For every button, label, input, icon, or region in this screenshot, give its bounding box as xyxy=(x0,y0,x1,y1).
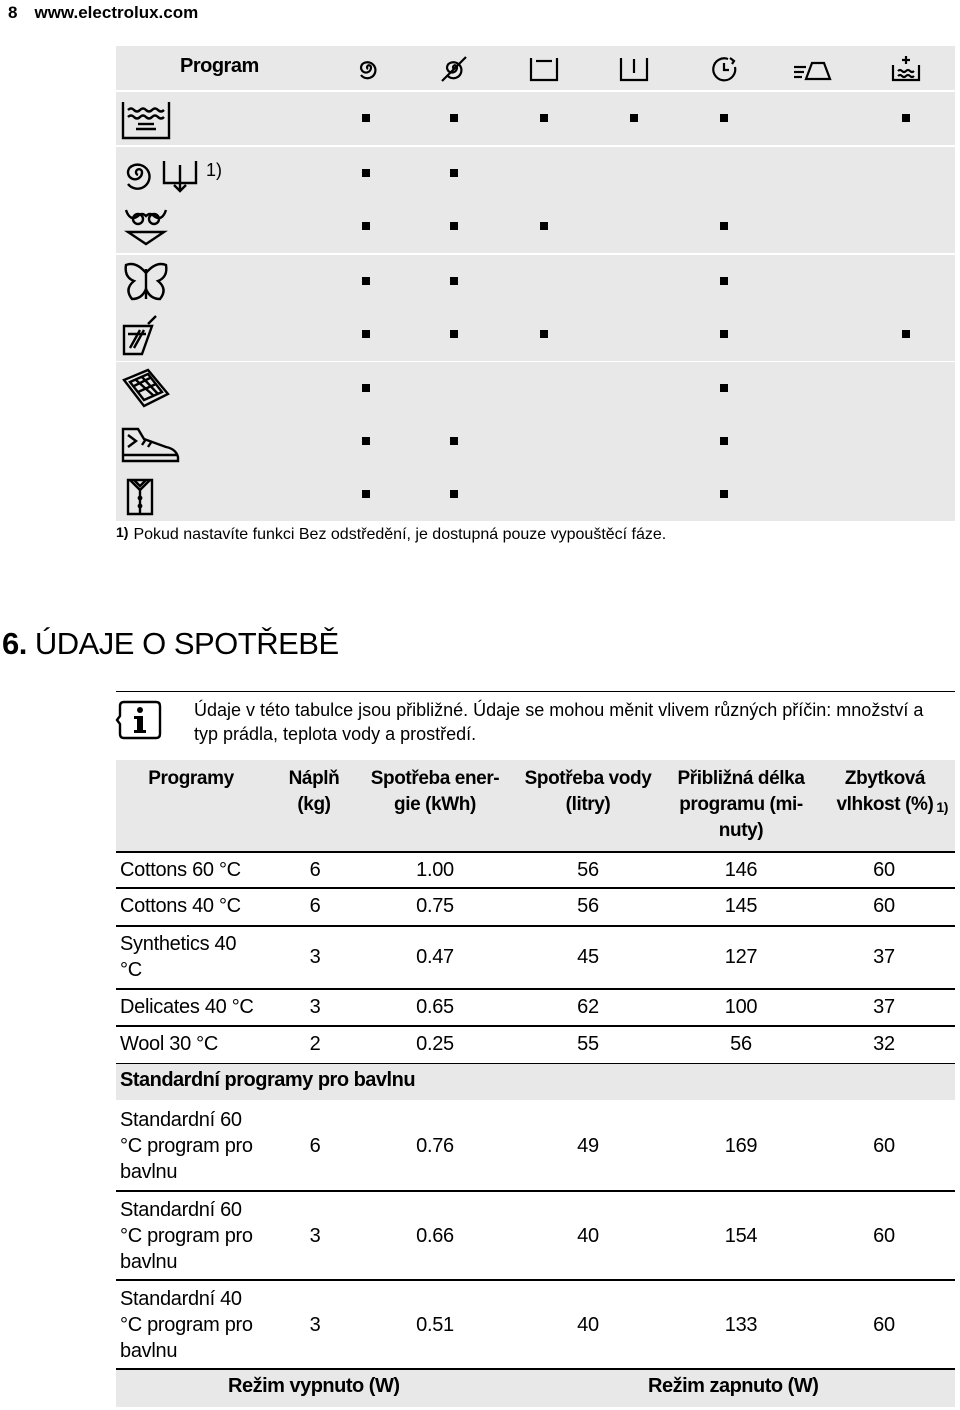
row-divider xyxy=(116,1025,955,1027)
value-cell: 0.25 xyxy=(416,1033,454,1055)
time-delay-icon xyxy=(708,55,740,83)
row-divider xyxy=(116,1190,955,1192)
site-url[interactable]: www.electrolux.com xyxy=(34,3,199,22)
info-text: Údaje v této tabulce jsou přibližné. Údaje se mohou měnit vlivem různých příčin: množství a typ prádla, teplota vody a prostředí. xyxy=(194,700,924,744)
option-available-mark xyxy=(720,330,728,338)
option-available-mark xyxy=(540,222,548,230)
program-name-cell: Standardní 40 °C program pro bavlnu xyxy=(120,1287,253,1362)
option-available-mark xyxy=(362,114,370,122)
value-cell: 0.76 xyxy=(416,1134,454,1157)
value-cell: 3 xyxy=(309,995,321,1018)
row-divider xyxy=(116,887,955,889)
value-cell: 3 xyxy=(309,1313,321,1336)
value-cell: 62 xyxy=(577,995,599,1018)
value-cell: 60 xyxy=(873,859,895,881)
program-header-label: Program xyxy=(180,55,259,77)
mode-off-label: Režim vypnuto (W) xyxy=(228,1375,400,1397)
subheading-label: Standardní programy pro bavlnu xyxy=(120,1069,416,1091)
col-header-programs: Programy xyxy=(148,768,234,789)
option-available-mark xyxy=(720,490,728,498)
option-available-mark xyxy=(450,222,458,230)
footnote-mark: 1) xyxy=(116,524,129,540)
option-available-mark xyxy=(450,277,458,285)
col-header-energy: Spotřeba ener- gie (kWh) xyxy=(370,768,500,815)
col-header-moisture-label: Zbytková vlhkost (%) xyxy=(836,768,934,815)
options-table-header xyxy=(116,46,955,90)
page-header xyxy=(8,0,198,26)
value-cell: 32 xyxy=(873,1033,895,1055)
value-cell: 6 xyxy=(309,859,321,881)
value-cell: 146 xyxy=(724,859,758,881)
spin-icon xyxy=(352,55,384,83)
value-cell: 6 xyxy=(309,1134,321,1157)
program-row xyxy=(116,468,955,521)
easy-iron-icon xyxy=(792,55,836,83)
delicates-butterfly-icon xyxy=(120,261,172,303)
shirt-icon xyxy=(120,474,172,516)
value-cell: 40 xyxy=(577,1313,599,1336)
section-title: ÚDAJE O SPOTŘEBĚ xyxy=(34,626,339,661)
blanket-icon xyxy=(120,368,172,410)
option-available-mark xyxy=(362,384,370,392)
standard-programs-subheading xyxy=(116,1064,955,1100)
option-available-mark xyxy=(362,169,370,177)
value-cell: 60 xyxy=(873,1224,895,1247)
value-cell: 56 xyxy=(577,859,599,881)
table-divider xyxy=(116,851,955,853)
col-header-moisture-footnote: 1) xyxy=(936,799,948,815)
option-available-mark xyxy=(362,277,370,285)
option-available-mark xyxy=(362,222,370,230)
cottons-tub-icon xyxy=(120,98,172,140)
program-name-cell: Wool 30 °C xyxy=(120,1033,219,1055)
value-cell: 60 xyxy=(873,895,895,917)
program-name-cell: Cottons 40 °C xyxy=(120,895,241,917)
value-cell: 169 xyxy=(724,1134,758,1157)
row-divider xyxy=(116,925,955,927)
value-cell: 100 xyxy=(724,995,758,1018)
option-available-mark xyxy=(720,437,728,445)
lingerie-icon xyxy=(120,206,172,248)
section-number: 6. xyxy=(2,626,27,661)
value-cell: 0.66 xyxy=(416,1224,454,1247)
program-row xyxy=(116,255,955,308)
value-cell: 127 xyxy=(724,945,758,968)
value-cell: 60 xyxy=(873,1313,895,1336)
extra-rinse-icon xyxy=(890,55,922,83)
value-cell: 37 xyxy=(873,945,895,968)
row-divider xyxy=(116,1279,955,1281)
option-available-mark xyxy=(720,384,728,392)
option-available-mark xyxy=(362,437,370,445)
option-available-mark xyxy=(540,330,548,338)
value-cell: 154 xyxy=(724,1224,758,1247)
drain-icon xyxy=(618,55,650,83)
footnote xyxy=(116,524,666,544)
program-name-cell: Standardní 60 °C program pro bavlnu xyxy=(120,1198,253,1273)
option-available-mark xyxy=(630,114,638,122)
program-row xyxy=(116,200,955,253)
value-cell: 56 xyxy=(730,1033,752,1055)
program-row xyxy=(116,147,955,200)
col-header-load: Náplň (kg) xyxy=(288,768,340,815)
mode-on-label: Režim zapnuto (W) xyxy=(648,1375,819,1397)
value-cell: 3 xyxy=(309,1224,321,1247)
value-cell: 0.47 xyxy=(416,945,454,968)
info-divider xyxy=(116,691,955,692)
program-name-cell: Delicates 40 °C xyxy=(120,995,254,1018)
rinse-hold-icon xyxy=(528,55,560,83)
program-name-cell: Synthetics 40 °C xyxy=(120,932,237,981)
value-cell: 56 xyxy=(577,895,599,917)
col-header-duration: Přibližná délka programu (mi- nuty) xyxy=(677,768,805,841)
option-available-mark xyxy=(902,114,910,122)
consumption-table-header xyxy=(116,760,955,852)
option-available-mark xyxy=(902,330,910,338)
section-heading xyxy=(2,626,339,662)
option-available-mark xyxy=(540,114,548,122)
value-cell: 3 xyxy=(309,945,321,968)
col-header-moisture xyxy=(820,766,950,818)
footnote-text: Pokud nastavíte funkci Bez odstředění, je dostupná pouze vypouštěcí fáze. xyxy=(133,526,667,543)
program-name-cell: Standardní 60 °C program pro bavlnu xyxy=(120,1108,253,1183)
program-name-cell: Cottons 60 °C xyxy=(120,859,241,881)
no-spin-icon xyxy=(438,55,470,83)
value-cell: 133 xyxy=(724,1313,758,1336)
synthetics-icon xyxy=(120,314,172,356)
value-cell: 45 xyxy=(577,945,599,968)
option-available-mark xyxy=(450,437,458,445)
page-number: 8 xyxy=(8,3,18,22)
option-available-mark xyxy=(450,330,458,338)
program-row xyxy=(116,92,955,145)
row-divider xyxy=(116,988,955,990)
info-icon xyxy=(118,700,162,740)
value-cell: 0.75 xyxy=(416,895,454,917)
option-available-mark xyxy=(450,114,458,122)
option-available-mark xyxy=(450,169,458,177)
option-available-mark xyxy=(362,490,370,498)
col-header-water: Spotřeba vody (litry) xyxy=(524,768,652,815)
option-available-mark xyxy=(720,114,728,122)
program-row xyxy=(116,308,955,361)
value-cell: 2 xyxy=(309,1033,321,1055)
option-available-mark xyxy=(362,330,370,338)
value-cell: 0.65 xyxy=(416,995,454,1018)
value-cell: 145 xyxy=(724,895,758,917)
spin-drain-icon xyxy=(120,153,204,195)
value-cell: 6 xyxy=(309,895,321,917)
value-cell: 0.51 xyxy=(416,1313,454,1336)
program-row xyxy=(116,362,955,415)
value-cell: 37 xyxy=(873,995,895,1018)
option-available-mark xyxy=(720,222,728,230)
option-available-mark xyxy=(450,490,458,498)
sports-shoe-icon xyxy=(120,421,184,463)
program-row xyxy=(116,415,955,468)
value-cell: 49 xyxy=(577,1134,599,1157)
value-cell: 40 xyxy=(577,1224,599,1247)
value-cell: 55 xyxy=(577,1033,599,1055)
row-footnote-mark: 1) xyxy=(206,160,223,180)
value-cell: 1.00 xyxy=(416,859,454,881)
value-cell: 60 xyxy=(873,1134,895,1157)
option-available-mark xyxy=(720,277,728,285)
standby-row xyxy=(116,1370,955,1407)
